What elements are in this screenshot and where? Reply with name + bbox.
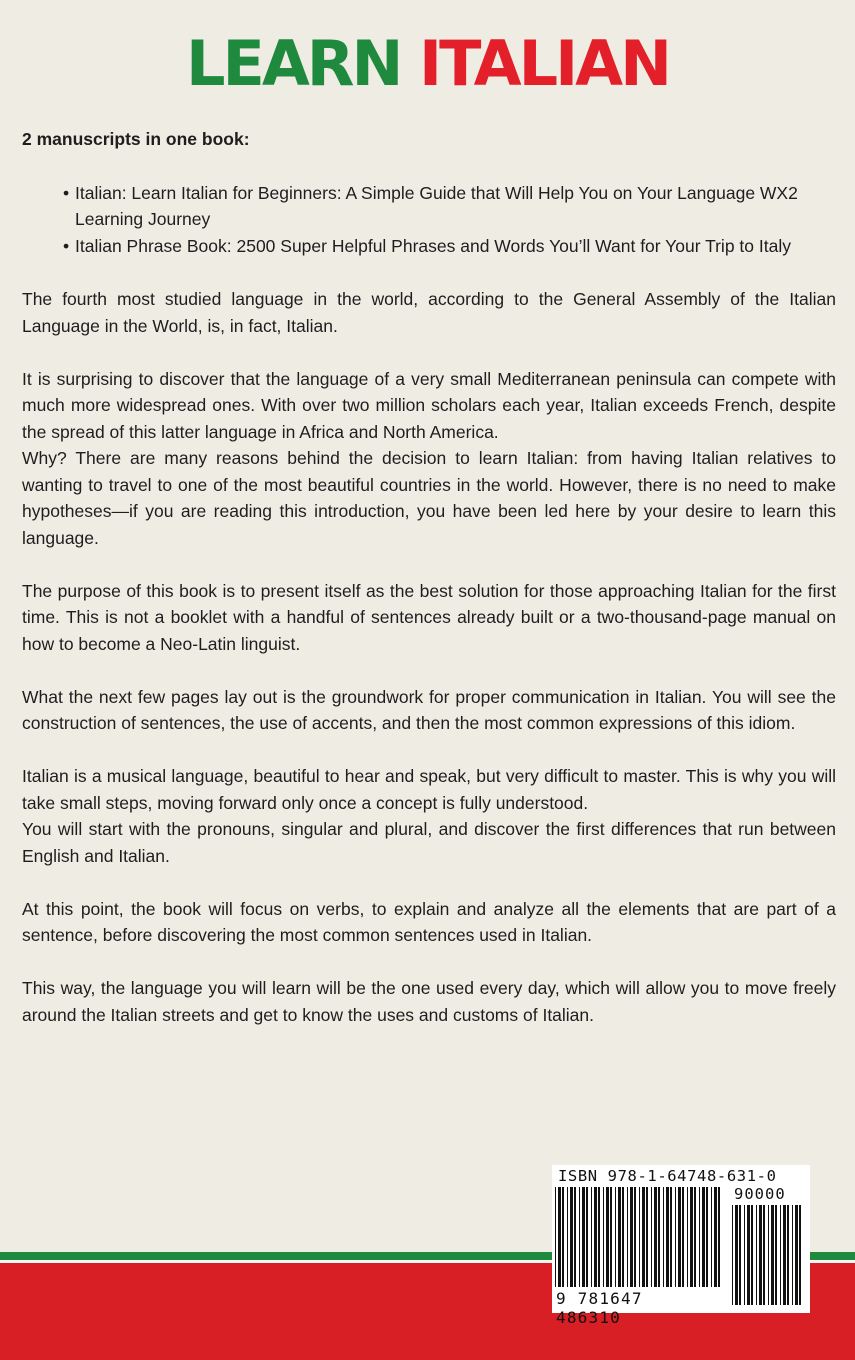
barcode-bar — [663, 1187, 664, 1287]
barcode-bar — [744, 1205, 745, 1305]
barcode-bar — [606, 1187, 609, 1287]
barcode-bar — [739, 1205, 741, 1305]
barcode-bar — [718, 1187, 720, 1287]
barcode-bar — [775, 1205, 777, 1305]
barcode-bar — [582, 1187, 585, 1287]
manuscript-item: • Italian Phrase Book: 2500 Super Helpful Phrases and Words You’ll Want for Your Trip to Italy — [75, 233, 836, 260]
barcode-bar — [622, 1187, 624, 1287]
barcode-bar — [610, 1187, 612, 1287]
barcode-bar — [792, 1205, 793, 1305]
barcode-bar — [634, 1187, 636, 1287]
barcode-bar — [751, 1205, 753, 1305]
barcode-bar — [678, 1187, 681, 1287]
manuscript-list — [22, 180, 836, 260]
barcode-bar — [666, 1187, 669, 1287]
barcode-bar — [558, 1187, 561, 1287]
barcode-bar — [615, 1187, 616, 1287]
barcode-addon-number: 90000 — [734, 1185, 786, 1203]
barcode-bar — [783, 1205, 786, 1305]
barcode-bar — [618, 1187, 621, 1287]
manuscript-item: • Italian: Learn Italian for Beginners: A Simple Guide that Will Help You on Your Language WX2 Learning Journey — [75, 180, 836, 233]
barcode-bar — [555, 1187, 556, 1287]
barcode-bar — [759, 1205, 762, 1305]
barcode-bar — [627, 1187, 628, 1287]
barcode-bar — [682, 1187, 684, 1287]
barcode-bar — [799, 1205, 801, 1305]
barcode-bar — [787, 1205, 789, 1305]
barcode-bar — [646, 1187, 648, 1287]
barcode-bar — [706, 1187, 708, 1287]
barcode-bar — [780, 1205, 781, 1305]
title-word-learn: LEARN — [185, 27, 401, 100]
barcode-bar — [711, 1187, 712, 1287]
paragraph: You will start with the pronouns, singular and plural, and discover the first differences that run between English and Italian. — [22, 819, 836, 866]
barcode-bar — [630, 1187, 633, 1287]
barcode-bar — [747, 1205, 750, 1305]
paragraph: The purpose of this book is to present itself as the best solution for those approaching Italian for the first time. This is not a booklet with a handful of sentences already built or a two-thousand-page manual on how to become a Neo-Latin linguist. — [22, 580, 836, 654]
barcode-bar — [670, 1187, 672, 1287]
barcode-bar — [570, 1187, 573, 1287]
barcode-bar — [732, 1205, 733, 1305]
back-cover-text — [22, 126, 836, 1028]
barcode-bar — [763, 1205, 765, 1305]
intro-line: 2 manuscripts in one book: — [22, 129, 250, 149]
paragraph: This way, the language you will learn will be the one used every day, which will allow you to move freely around the Italian streets and get to know the uses and customs of Italian. — [22, 978, 836, 1025]
isbn-label: ISBN 978-1-64748-631-0 — [558, 1167, 777, 1185]
paragraph: It is surprising to discover that the language of a very small Mediterranean peninsula can compete with much more widespread ones. With over two million scholars each year, Italian exceeds French, despite the spread of this latter language in Africa and North America. — [22, 368, 836, 442]
barcode-bar — [658, 1187, 660, 1287]
barcode-bar — [795, 1205, 798, 1305]
barcode-digits: 9 781647 486310 — [556, 1289, 643, 1327]
paragraph: Why? There are many reasons behind the decision to learn Italian: from having Italian relatives to wanting to travel to one of the most beautiful countries in the world. However, there is no need to make hypotheses—if you are reading this introduction, you have been led here by your desire to learn this language. — [22, 448, 836, 548]
book-title — [0, 24, 855, 104]
barcode-bar — [642, 1187, 645, 1287]
barcode-bar — [594, 1187, 597, 1287]
barcode-bar — [702, 1187, 705, 1287]
barcode-bar — [579, 1187, 580, 1287]
isbn-barcode — [552, 1165, 810, 1327]
barcode-bar — [654, 1187, 657, 1287]
barcode-bar — [675, 1187, 676, 1287]
barcode-bar — [651, 1187, 652, 1287]
barcode-bar — [735, 1205, 738, 1305]
barcode-bar — [591, 1187, 592, 1287]
paragraph: The fourth most studied language in the world, according to the General Assembly of the Italian Language in the World, is, in fact, Italian. — [22, 289, 836, 336]
barcode-bar — [699, 1187, 700, 1287]
barcode-bar — [768, 1205, 769, 1305]
barcode-bar — [567, 1187, 568, 1287]
barcode-bar — [714, 1187, 717, 1287]
barcode-bar — [562, 1187, 564, 1287]
paragraph: What the next few pages lay out is the groundwork for proper communication in Italian. You will see the construction of sentences, the use of accents, and then the most common expressions of this idiom. — [22, 686, 836, 733]
barcode-bar — [586, 1187, 588, 1287]
barcode-bar — [598, 1187, 600, 1287]
barcode-bar — [756, 1205, 757, 1305]
barcode-bar — [687, 1187, 688, 1287]
barcode-bar — [603, 1187, 604, 1287]
barcode-bar — [574, 1187, 576, 1287]
barcode-bar — [639, 1187, 640, 1287]
paragraph: At this point, the book will focus on verbs, to explain and analyze all the elements that are part of a sentence, before discovering the most common sentences used in Italian. — [22, 898, 836, 945]
barcode-bar — [771, 1205, 774, 1305]
barcode-bar — [694, 1187, 696, 1287]
title-word-italian: ITALIAN — [419, 27, 670, 100]
paragraph: Italian is a musical language, beautiful to hear and speak, but very difficult to master. This is why you will take small steps, moving forward only once a concept is fully understood. — [22, 766, 836, 813]
barcode-bar — [690, 1187, 693, 1287]
